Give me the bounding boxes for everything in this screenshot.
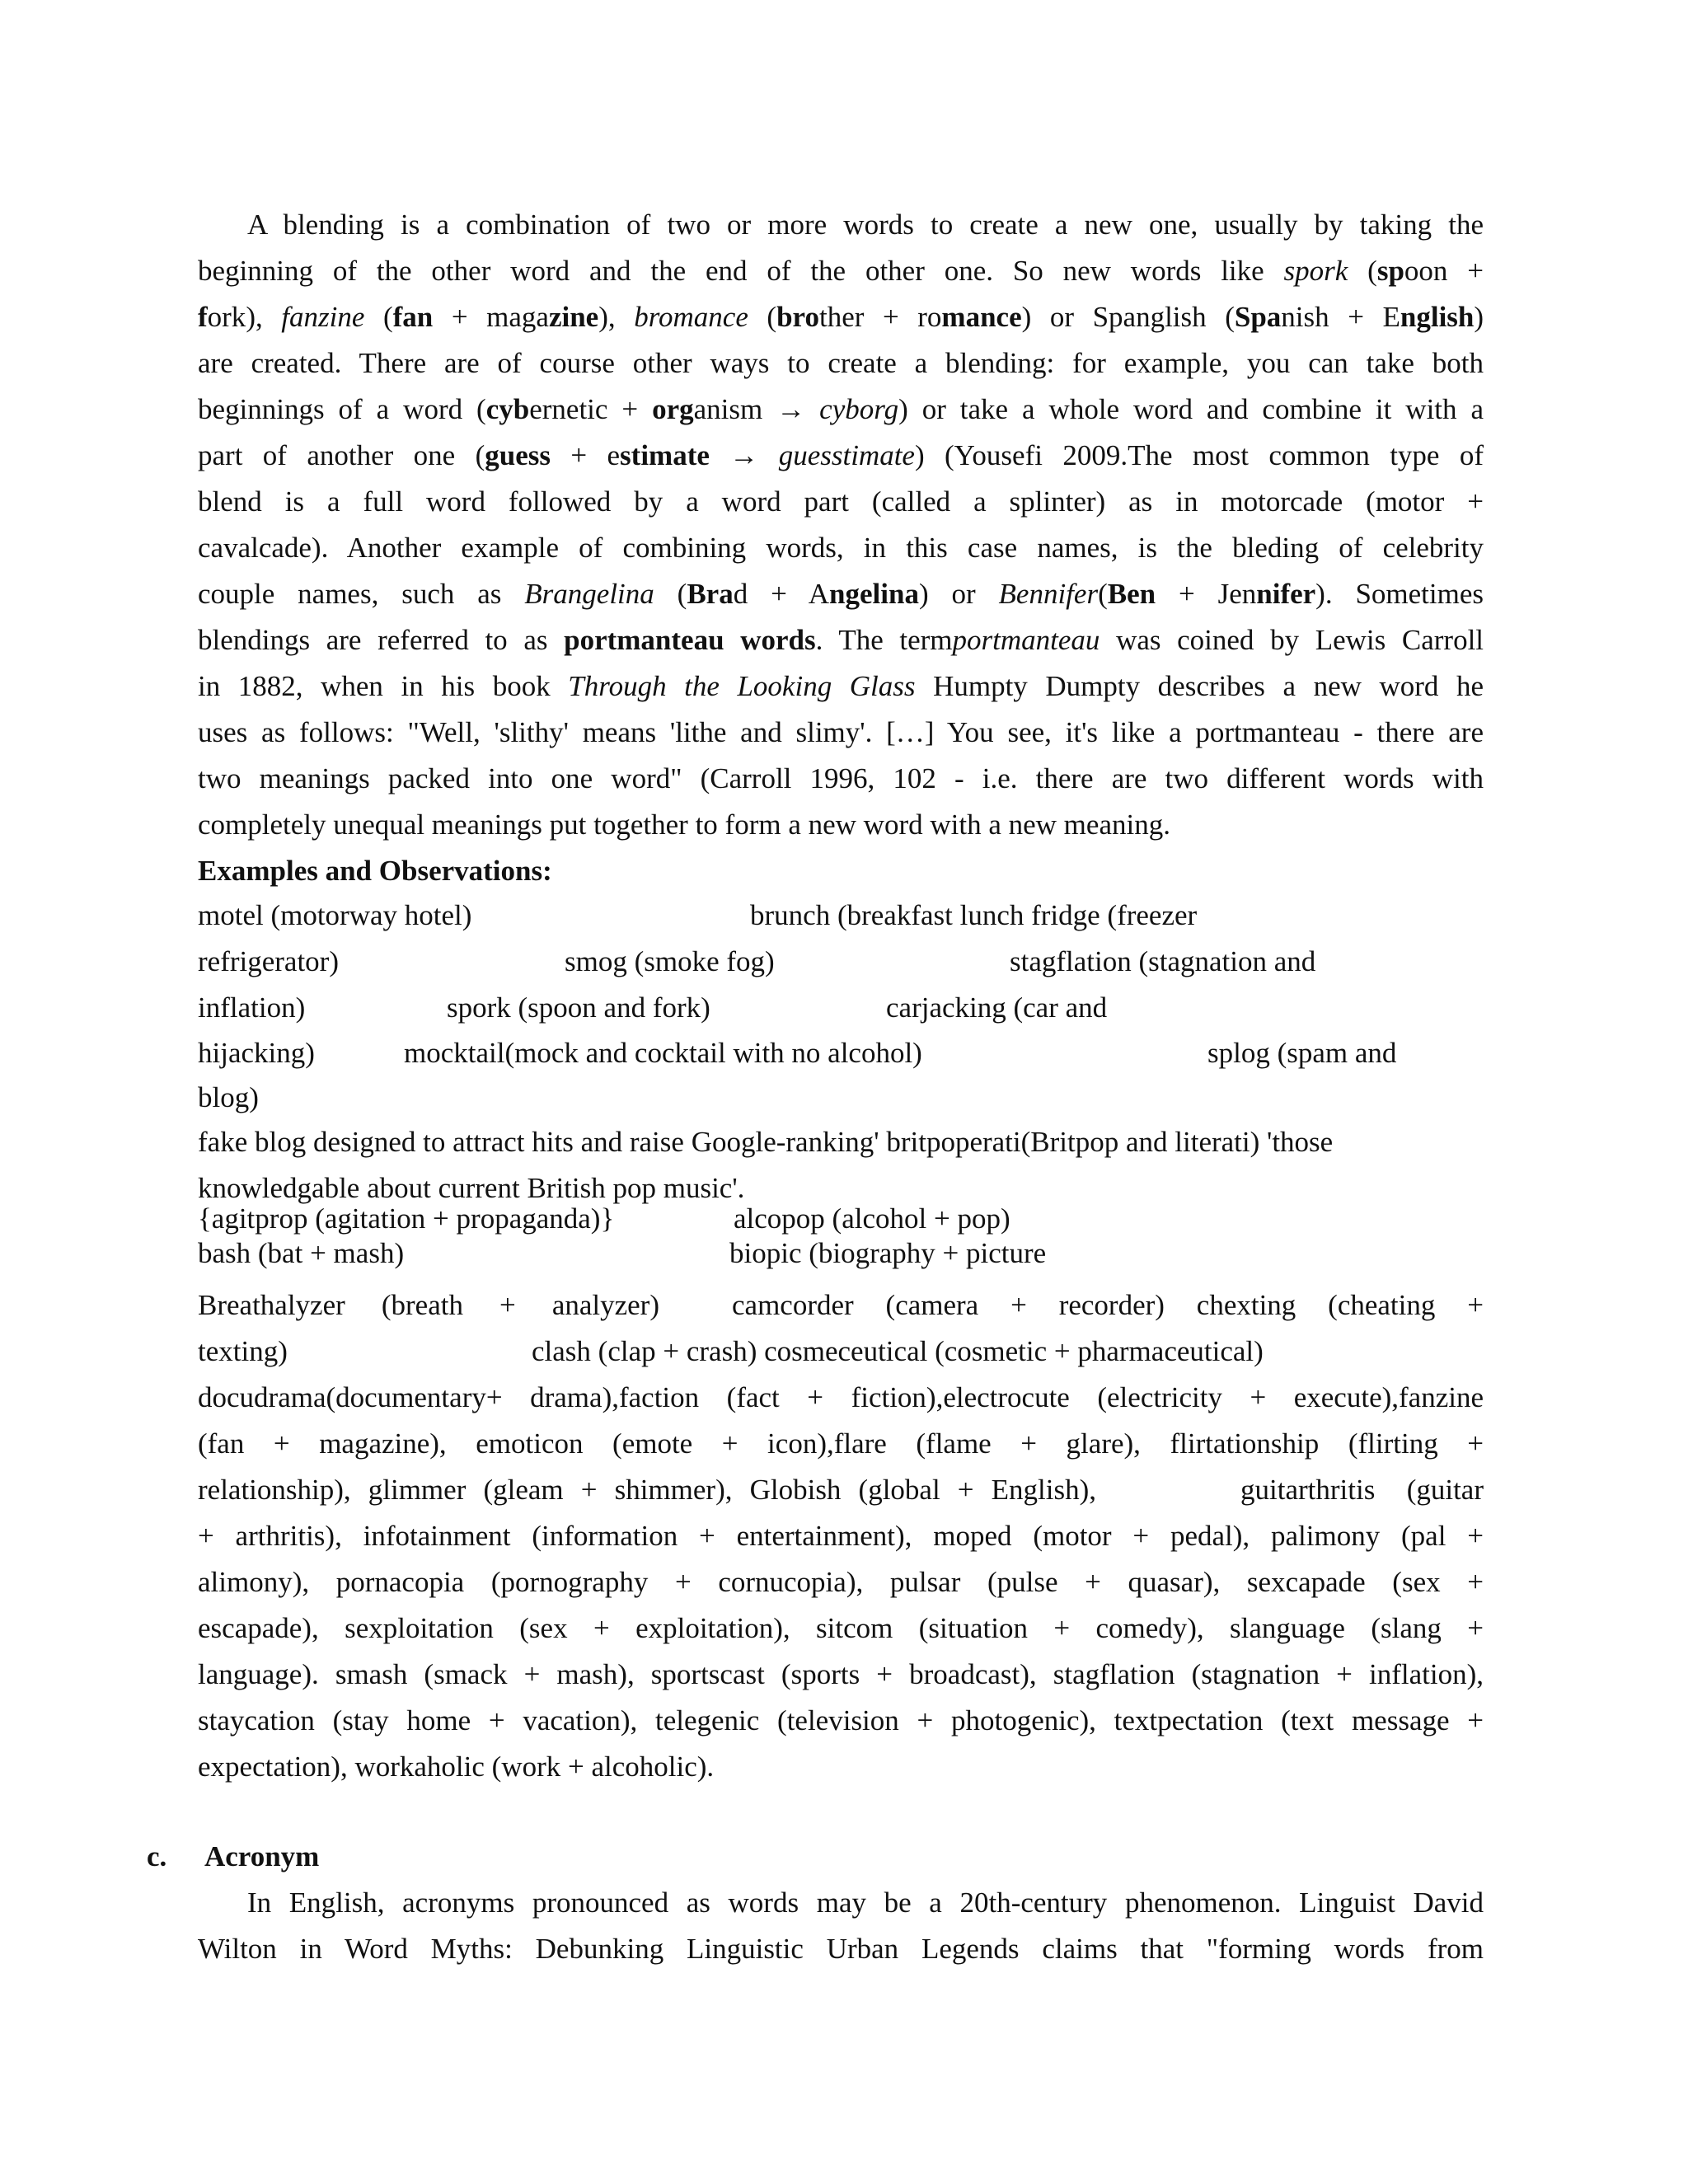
examples-line: blog) — [198, 1081, 259, 1113]
examples-line: expectation), workaholic (work + alcoholic). — [198, 1750, 715, 1783]
paragraph-line: couple names, such as Brangelina (Brad + Angelina) or Bennifer(Ben + Jennifer). Sometimes — [198, 578, 1484, 610]
examples-line: language). smash (smack + mash), sportscast (sports + broadcast), stagflation (stagnation + inflation), — [198, 1658, 1484, 1690]
section-letter: c. — [147, 1840, 167, 1872]
paragraph-line: beginning of the other word and the end of the other one. So new words like spork (spoon + — [198, 255, 1484, 287]
paragraph-line: uses as follows: "Well, 'slithy' means 'lithe and slimy'. […] You see, it's like a portmanteau - there are — [198, 716, 1484, 748]
paragraph-line: In English, acronyms pronounced as words may be a 20th-century phenomenon. Linguist David — [247, 1886, 1484, 1919]
examples-line: hijacking) mocktail(mock and cocktail with no alcohol) splog (spam and — [198, 1037, 1397, 1069]
examples-line: texting) clash (clap + crash) cosmeceutical (cosmetic + pharmaceutical) — [198, 1335, 1264, 1367]
paragraph-line: A blending is a combination of two or more words to create a new one, usually by taking the — [247, 209, 1484, 241]
examples-line: (fan + magazine), emoticon (emote + icon),flare (flame + glare), flirtationship (flirting + — [198, 1427, 1484, 1460]
paragraph-line: fork), fanzine (fan + magazine), bromance (brother + romance) or Spanglish (Spanish + English) — [198, 301, 1484, 333]
paragraph-line: beginnings of a word (cybernetic + organism → cyborg) or take a whole word and combine it with a — [198, 393, 1484, 425]
paragraph-line: cavalcade). Another example of combining words, in this case names, is the bleding of celebrity — [198, 532, 1484, 564]
examples-line: bash (bat + mash) biopic (biography + picture — [198, 1237, 1047, 1269]
examples-line: alimony), pornacopia (pornography + cornucopia), pulsar (pulse + quasar), sexcapade (sex + — [198, 1566, 1484, 1598]
paragraph-line: part of another one (guess + estimate → guesstimate) (Yousefi 2009.The most common type of — [198, 439, 1484, 471]
paragraph-line: in 1882, when in his book Through the Looking Glass Humpty Dumpty describes a new word he — [198, 670, 1484, 702]
paragraph-line: two meanings packed into one word" (Carroll 1996, 102 - i.e. there are two different words with — [198, 762, 1484, 794]
examples-line: fake blog designed to attract hits and raise Google-ranking' britpoperati(Britpop and literati) 'those — [198, 1126, 1334, 1158]
examples-line: knowledgable about current British pop music'. — [198, 1172, 745, 1204]
examples-line: docudrama(documentary+ drama),faction (fact + fiction),electrocute (electricity + execute),fanzine — [198, 1381, 1484, 1413]
examples-line: relationship), glimmer (gleam + shimmer), Globish (global + English), guitarthritis (guitar — [198, 1474, 1484, 1506]
examples-line: + arthritis), infotainment (information + entertainment), moped (motor + pedal), palimony (pal + — [198, 1520, 1484, 1552]
paragraph-line: blendings are referred to as portmanteau words. The termportmanteau was coined by Lewis Carroll — [198, 624, 1484, 656]
examples-line: motel (motorway hotel) brunch (breakfast lunch fridge (freezer — [198, 899, 1198, 931]
examples-line: refrigerator) smog (smoke fog) stagflation (stagnation and — [198, 945, 1316, 977]
examples-line: Breathalyzer (breath + analyzer) camcorder (camera + recorder) chexting (cheating + — [198, 1289, 1484, 1321]
examples-line: escapade), sexploitation (sex + exploitation), sitcom (situation + comedy), slanguage (slang + — [198, 1612, 1484, 1644]
paragraph-line: completely unequal meanings put together to form a new word with a new meaning. — [198, 808, 1170, 841]
paragraph-line: blend is a full word followed by a word part (called a splinter) as in motorcade (motor + — [198, 485, 1484, 518]
examples-heading: Examples and Observations: — [198, 855, 552, 887]
examples-line: {agitprop (agitation + propaganda)} alcopop (alcohol + pop) — [198, 1202, 1010, 1235]
section-title: Acronym — [204, 1840, 320, 1872]
paragraph-line: Wilton in Word Myths: Debunking Linguistic Urban Legends claims that "forming words from — [198, 1933, 1484, 1965]
paragraph-line: are created. There are of course other ways to create a blending: for example, you can take both — [198, 347, 1484, 379]
examples-line: inflation) spork (spoon and fork) carjacking (car and — [198, 991, 1108, 1024]
examples-line: staycation (stay home + vacation), telegenic (television + photogenic), textpectation (text message + — [198, 1704, 1484, 1736]
